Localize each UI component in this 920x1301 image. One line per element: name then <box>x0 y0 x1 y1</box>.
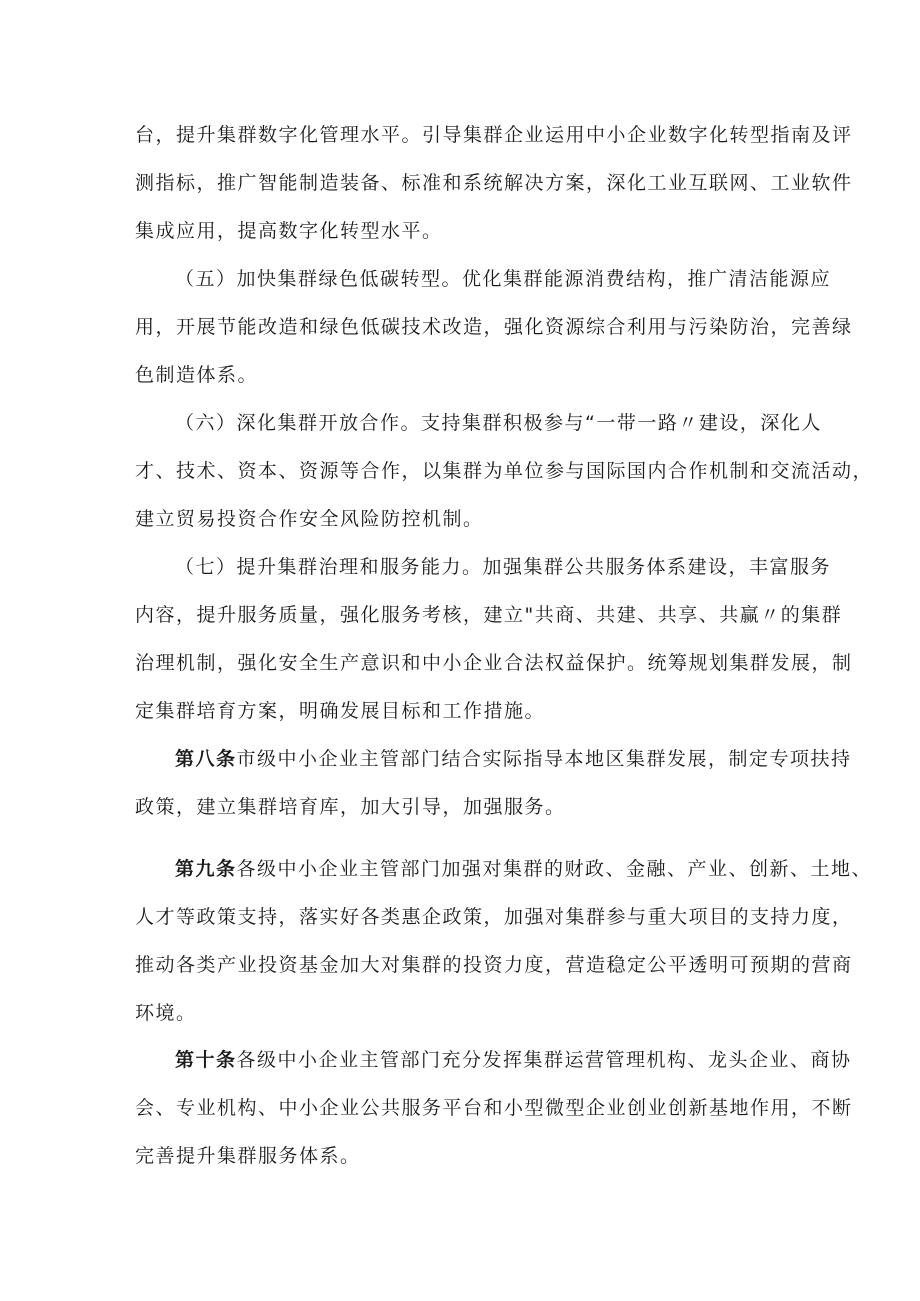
article-first-line <box>135 735 852 783</box>
text-line: 测指标，推广智能制造装备、标准和系统解决方案，深化工业互联网、工业软件 <box>135 172 853 194</box>
article-first-line <box>135 845 873 893</box>
text-line: 建立贸易投资合作安全风险防控机制。 <box>135 508 484 530</box>
text-line: 会、专业机构、中小企业公共服务平台和小型微型企业创业创新基地作用，不断 <box>135 1097 853 1119</box>
paragraph-open-cooperation <box>135 399 874 543</box>
text-line: 人才等政策支持，落实好各类惠企政策，加强对集群参与重大项目的支持力度， <box>135 906 853 928</box>
text-line: （五）加快集群绿色低碳转型。优化集群能源消费结构，推广清洁能源应 <box>175 268 832 290</box>
article-heading: 第八条 <box>175 748 237 770</box>
text-line: 才、技术、资本、资源等合作，以集群为单位参与国际国内合作机制和交流活动， <box>135 460 874 482</box>
paragraph-governance <box>135 543 853 735</box>
article-8 <box>135 735 852 831</box>
article-text: 各级中小企业主管部门充分发挥集群运营管理机构、龙头企业、商协 <box>236 1049 852 1071</box>
article-9 <box>135 845 873 1037</box>
text-line: 内容，提升服务质量，强化服务考核，建立"共商、共建、共享、共赢〃的集群 <box>135 604 843 626</box>
text-line: 政策，建立集群培育库，加大引导，加强服务。 <box>135 796 566 818</box>
article-heading: 第九条 <box>175 858 237 880</box>
text-line: 推动各类产业投资基金加大对集群的投资力度，营造稳定公平透明可预期的营商 <box>135 954 853 976</box>
text-line: 治理机制，强化安全生产意识和中小企业合法权益保护。统筹规划集群发展，制 <box>135 652 853 674</box>
text-line: 用，开展节能改造和绿色低碳技术改造，强化资源综合利用与污染防治，完善绿 <box>135 316 853 338</box>
article-text: 各级中小企业主管部门加强对集群的财政、金融、产业、创新、土地、 <box>236 858 873 880</box>
text-line: （七）提升集群治理和服务能力。加强集群公共服务体系建设，丰富服务 <box>175 556 832 578</box>
text-line: 定集群培育方案，明确发展目标和工作措施。 <box>135 700 546 722</box>
article-heading: 第十条 <box>175 1049 237 1071</box>
text-line: 环境。 <box>135 1002 197 1024</box>
article-10 <box>135 1036 853 1180</box>
text-line: 色制造体系。 <box>135 364 259 386</box>
text-line: 完善提升集群服务体系。 <box>135 1145 361 1167</box>
paragraph-green-transition <box>135 255 853 399</box>
text-line: 台，提升集群数字化管理水平。引导集群企业运用中小企业数字化转型指南及评 <box>135 124 853 146</box>
article-first-line <box>135 1036 852 1084</box>
text-line: （六）深化集群开放合作。支持集群积极参与“一带一路〃建设，深化人 <box>175 412 822 434</box>
paragraph-digital-management <box>135 111 853 255</box>
article-text: 市级中小企业主管部门结合实际指导本地区集群发展，制定专项扶持 <box>236 748 852 770</box>
text-line: 集成应用，提高数字化转型水平。 <box>135 220 443 242</box>
